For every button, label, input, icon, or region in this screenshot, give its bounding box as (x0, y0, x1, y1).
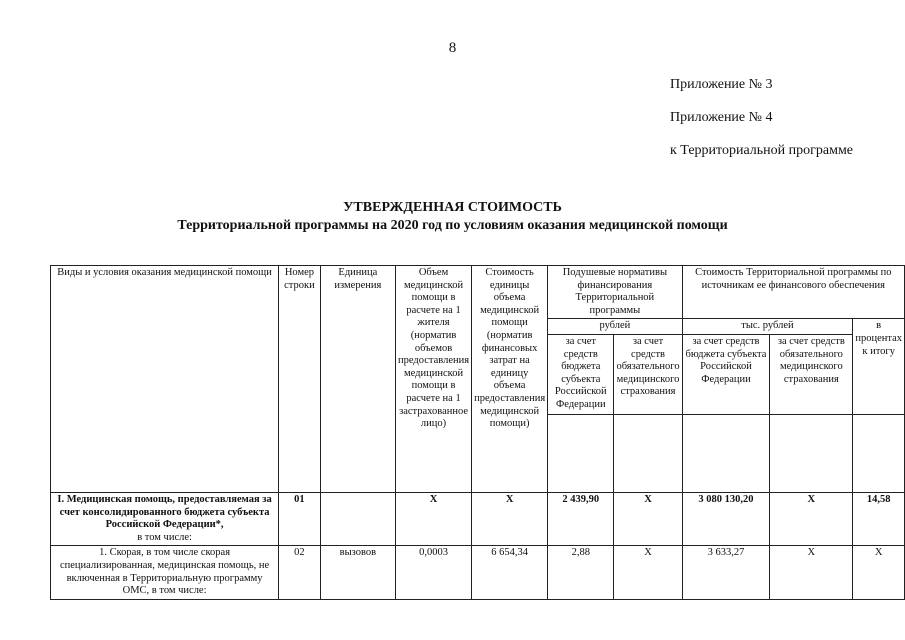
header-pc-budget: за счет средств бюджета субъекта Российской Федерации (548, 334, 614, 414)
header-per-capita: Подушевые нормативы финансирования Территориальной программы (548, 266, 682, 319)
header-spacer (770, 414, 853, 492)
header-spacer (853, 414, 905, 492)
row-name: 1. Скорая, в том числе скорая специализированная, медицинская помощь, не включенная в Территориальную программу ОМС, в том числе: (51, 546, 279, 599)
document-title: УТВЕРЖДЕННАЯ СТОИМОСТЬ (343, 200, 562, 215)
row-number: 02 (279, 546, 321, 599)
header-row-1 (51, 266, 905, 319)
row-volume: X (396, 492, 472, 545)
header-tot-oms: за счет средств обязательного медицинского страхования (770, 334, 853, 414)
document-subtitle: Территориальной программы на 2020 год по условиям оказания медицинской помощи (177, 218, 728, 233)
header-percent: в процентах к итогу (853, 319, 905, 415)
row-pc-budget: 2,88 (548, 546, 614, 599)
row-volume: 0,0003 (396, 546, 472, 599)
row-percent: X (853, 546, 905, 599)
header-row-number: Номер строки (279, 266, 321, 493)
header-rubles: рублей (548, 319, 682, 335)
row-tot-budget: 3 080 130,20 (682, 492, 770, 545)
row-name-suffix: в том числе: (137, 531, 192, 543)
annex-3-label: Приложение № 3 (670, 77, 773, 92)
row-name (51, 492, 279, 545)
row-percent: 14,58 (853, 492, 905, 545)
header-cost-total: Стоимость Территориальной программы по источникам ее финансового обеспечения (682, 266, 904, 319)
header-thousand-rubles: тыс. рублей (682, 319, 853, 335)
row-tot-oms: X (770, 492, 853, 545)
row-pc-budget: 2 439,90 (548, 492, 614, 545)
row-unit: вызовов (320, 546, 395, 599)
row-cost: X (472, 492, 548, 545)
header-pc-oms: за счет средств обязательного медицинского страхования (614, 334, 682, 414)
header-tot-budget: за счет средств бюджета субъекта Российской Федерации (682, 334, 770, 414)
row-pc-oms: X (614, 492, 682, 545)
table-row (51, 492, 905, 545)
table-row (51, 546, 905, 599)
header-unit: Единица измерения (320, 266, 395, 493)
annex-4-label: Приложение № 4 (670, 110, 773, 125)
header-cost-per-unit: Стоимость единицы объема медицинской помощи (норматив финансовых затрат на единицу объема предоставления медицинской помощи) (472, 266, 548, 493)
header-types: Виды и условия оказания медицинской помощи (51, 266, 279, 493)
row-cost: 6 654,34 (472, 546, 548, 599)
row-tot-oms: X (770, 546, 853, 599)
header-spacer (548, 414, 614, 492)
page-number: 8 (448, 40, 457, 56)
row-pc-oms: X (614, 546, 682, 599)
row-number: 01 (279, 492, 321, 545)
row-name-text: I. Медицинская помощь, предоставляемая за счет консолидированного бюджета субъекта Российской Федерации*, (57, 493, 272, 531)
header-volume: Объем медицинской помощи в расчете на 1 жителя (норматив объемов предоставления медицинской помощи в расчете на 1 застрахованное лицо) (396, 266, 472, 493)
row-unit (320, 492, 395, 545)
header-spacer (614, 414, 682, 492)
header-spacer (682, 414, 770, 492)
cost-table (50, 265, 905, 600)
program-reference: к Территориальной программе (670, 143, 854, 158)
row-tot-budget: 3 633,27 (682, 546, 770, 599)
